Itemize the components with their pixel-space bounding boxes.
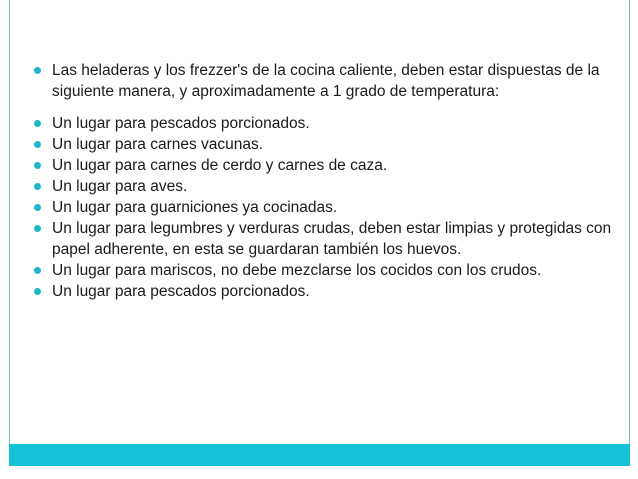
bullet-icon [34,267,41,274]
list-item-text: Un lugar para legumbres y verduras crudas, deben estar limpias y protegidas con papel adherente, en esta se guardaran también los huevos. [52,220,612,258]
list-item-text: Un lugar para carnes de cerdo y carnes de caza. [52,157,388,174]
intro-text: Las heladeras y los frezzer's de la cocina caliente, deben estar dispuestas de la siguiente manera, y aproximadamente a 1 grado de temperatura: [52,62,600,100]
bullet-icon [34,225,41,232]
list-item-text: Un lugar para pescados porcionados. [52,283,310,300]
bullet-icon [34,141,41,148]
accent-bar [9,444,630,466]
list-item-text: Un lugar para aves. [52,178,188,195]
bullet-icon [34,204,41,211]
bullet-icon [34,288,41,295]
list-item [32,155,622,176]
list-item [32,260,622,281]
list-item [32,176,622,197]
bullet-icon [34,162,41,169]
bullet-icon [34,67,41,74]
bullet-icon [34,120,41,127]
bullet-icon [34,183,41,190]
list-item [32,197,622,218]
intro-paragraph [32,60,622,102]
list-item-text: Un lugar para mariscos, no debe mezclarse los cocidos con los crudos. [52,262,542,279]
list-item [32,281,622,302]
list-item-text: Un lugar para pescados porcionados. [52,115,310,132]
list-item [32,134,622,155]
list-item [32,113,622,134]
list-item [32,218,622,260]
list-item-text: Un lugar para carnes vacunas. [52,136,264,153]
list-item-text: Un lugar para guarniciones ya cocinadas. [52,199,338,216]
bullet-list [32,60,622,302]
